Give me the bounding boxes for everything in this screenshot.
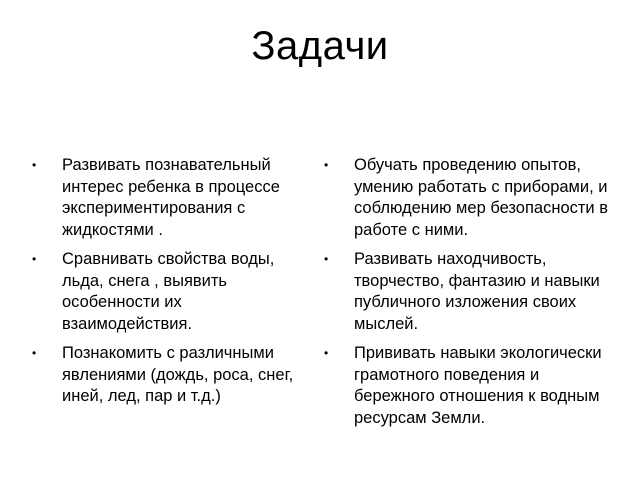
- right-task-list: [322, 155, 612, 437]
- list-item-text: Развивать познавательный интерес ребенка в процессе экспериментирования с жидкостями .: [62, 156, 280, 239]
- list-item: [322, 249, 612, 335]
- list-item: [30, 343, 300, 408]
- list-item: [30, 249, 300, 335]
- list-item-text: Обучать проведению опытов, умению работать с приборами, и соблюдению мер безопасности в работе с ними.: [354, 156, 608, 239]
- bullet-icon: •: [32, 158, 37, 172]
- list-item: [322, 343, 612, 429]
- list-item-text: Познакомить с различными явлениями (дождь, роса, снег, иней, лед, пар и т.д.): [62, 344, 294, 405]
- bullet-icon: •: [324, 158, 329, 172]
- list-item-text: Прививать навыки экологически грамотного поведения и бережного отношения к водным ресурсам Земли.: [354, 344, 602, 427]
- list-item-text: Сравнивать свойства воды, льда, снега , выявить особенности их взаимодействия.: [62, 250, 275, 333]
- list-item: [30, 155, 300, 241]
- slide-title: Задачи: [251, 24, 389, 68]
- bullet-icon: •: [324, 346, 329, 360]
- bullet-icon: •: [32, 252, 37, 266]
- left-task-list: [30, 155, 300, 416]
- list-item-text: Развивать находчивость, творчество, фантазию и навыки публичного изложения своих мыслей.: [354, 250, 600, 333]
- bullet-icon: •: [32, 346, 37, 360]
- list-item: [322, 155, 612, 241]
- bullet-icon: •: [324, 252, 329, 266]
